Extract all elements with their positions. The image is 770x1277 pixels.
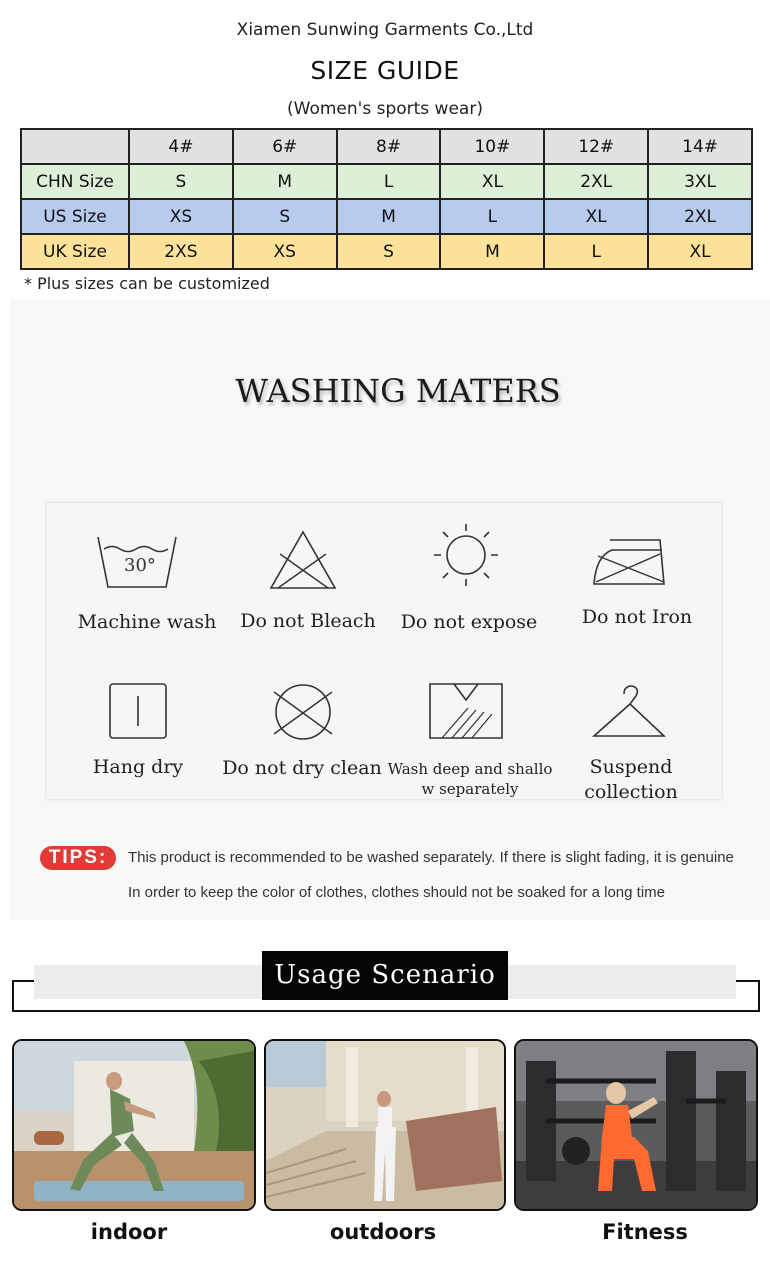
do-not-iron-icon [590, 536, 668, 588]
wash-separately-icon [428, 682, 504, 740]
table-cell: M [233, 164, 337, 199]
usage-scenario-title: Usage Scenario [262, 951, 508, 1000]
care-label-suspend-collection [556, 755, 706, 805]
scene-label-outdoors: outdoors [329, 1220, 437, 1244]
company-name: Xiamen Sunwing Garments Co.,Ltd [236, 20, 534, 40]
care-label-line: collection [584, 781, 678, 803]
table-header-cell: 6# [233, 129, 337, 164]
table-row-uk-size [21, 234, 752, 269]
care-label-hang-dry: Hang dry [92, 756, 184, 778]
hang-dry-icon [108, 682, 168, 740]
care-label-machine-wash: Machine wash [77, 611, 217, 633]
care-label-do-not-dry-clean: Do not dry clean [222, 757, 382, 779]
table-header-cell [21, 129, 129, 164]
table-cell: S [337, 234, 441, 269]
table-header-cell: 12# [544, 129, 648, 164]
care-label-do-not-iron: Do not Iron [581, 606, 693, 628]
care-label-line: w separately [421, 780, 519, 798]
table-cell: 3XL [648, 164, 752, 199]
do-not-bleach-icon [268, 530, 338, 590]
table-cell: L [440, 199, 544, 234]
table-cell: 2XL [648, 199, 752, 234]
wash-temperature-text: 30° [124, 555, 156, 576]
table-cell: L [544, 234, 648, 269]
machine-wash-30-icon [96, 533, 180, 593]
washing-title: WASHING MATERS [235, 372, 561, 410]
scene-photo-outdoors [264, 1039, 506, 1211]
table-cell: L [337, 164, 441, 199]
table-cell: S [233, 199, 337, 234]
size-guide-subtitle: (Women's sports wear) [287, 99, 483, 119]
table-header-cell: 10# [440, 129, 544, 164]
do-not-dry-clean-icon [270, 682, 336, 742]
table-header-cell: 8# [337, 129, 441, 164]
care-label-wash-separately [385, 759, 555, 799]
table-cell: XS [233, 234, 337, 269]
table-cell: XL [440, 164, 544, 199]
care-label-line: Wash deep and shallo [387, 760, 553, 778]
table-cell: XL [648, 234, 752, 269]
table-cell: XS [129, 199, 233, 234]
table-cell: M [440, 234, 544, 269]
table-row-chn-size [21, 164, 752, 199]
row-label: US Size [21, 199, 129, 234]
tips-badge: TIPS: [40, 846, 116, 870]
usage-frame-corner [12, 980, 34, 982]
table-cell: M [337, 199, 441, 234]
row-label: UK Size [21, 234, 129, 269]
tips-text-line: In order to keep the color of clothes, clothes should not be soaked for a long time [128, 884, 665, 901]
row-label: CHN Size [21, 164, 129, 199]
size-table [20, 128, 753, 270]
table-header-cell: 14# [648, 129, 752, 164]
table-row-us-size [21, 199, 752, 234]
care-label-do-not-expose: Do not expose [400, 611, 538, 633]
size-guide-title: SIZE GUIDE [310, 56, 460, 85]
table-cell: 2XS [129, 234, 233, 269]
scene-photo-indoor [12, 1039, 256, 1211]
size-table-header-row [21, 129, 752, 164]
do-not-expose-sun-icon [430, 522, 502, 588]
usage-frame-corner [736, 980, 758, 982]
table-header-cell: 4# [129, 129, 233, 164]
scene-label-fitness: Fitness [602, 1220, 688, 1244]
plus-size-note: * Plus sizes can be customized [24, 274, 270, 293]
hanger-icon [590, 684, 670, 742]
care-label-line: Suspend [589, 756, 673, 778]
care-label-do-not-bleach: Do not Bleach [240, 610, 376, 632]
tips-text-line: This product is recommended to be washed separately. If there is slight fading, it is genuine [128, 849, 734, 866]
scene-label-indoor: indoor [90, 1220, 168, 1244]
table-cell: 2XL [544, 164, 648, 199]
scene-photo-fitness [514, 1039, 758, 1211]
table-cell: XL [544, 199, 648, 234]
table-cell: S [129, 164, 233, 199]
